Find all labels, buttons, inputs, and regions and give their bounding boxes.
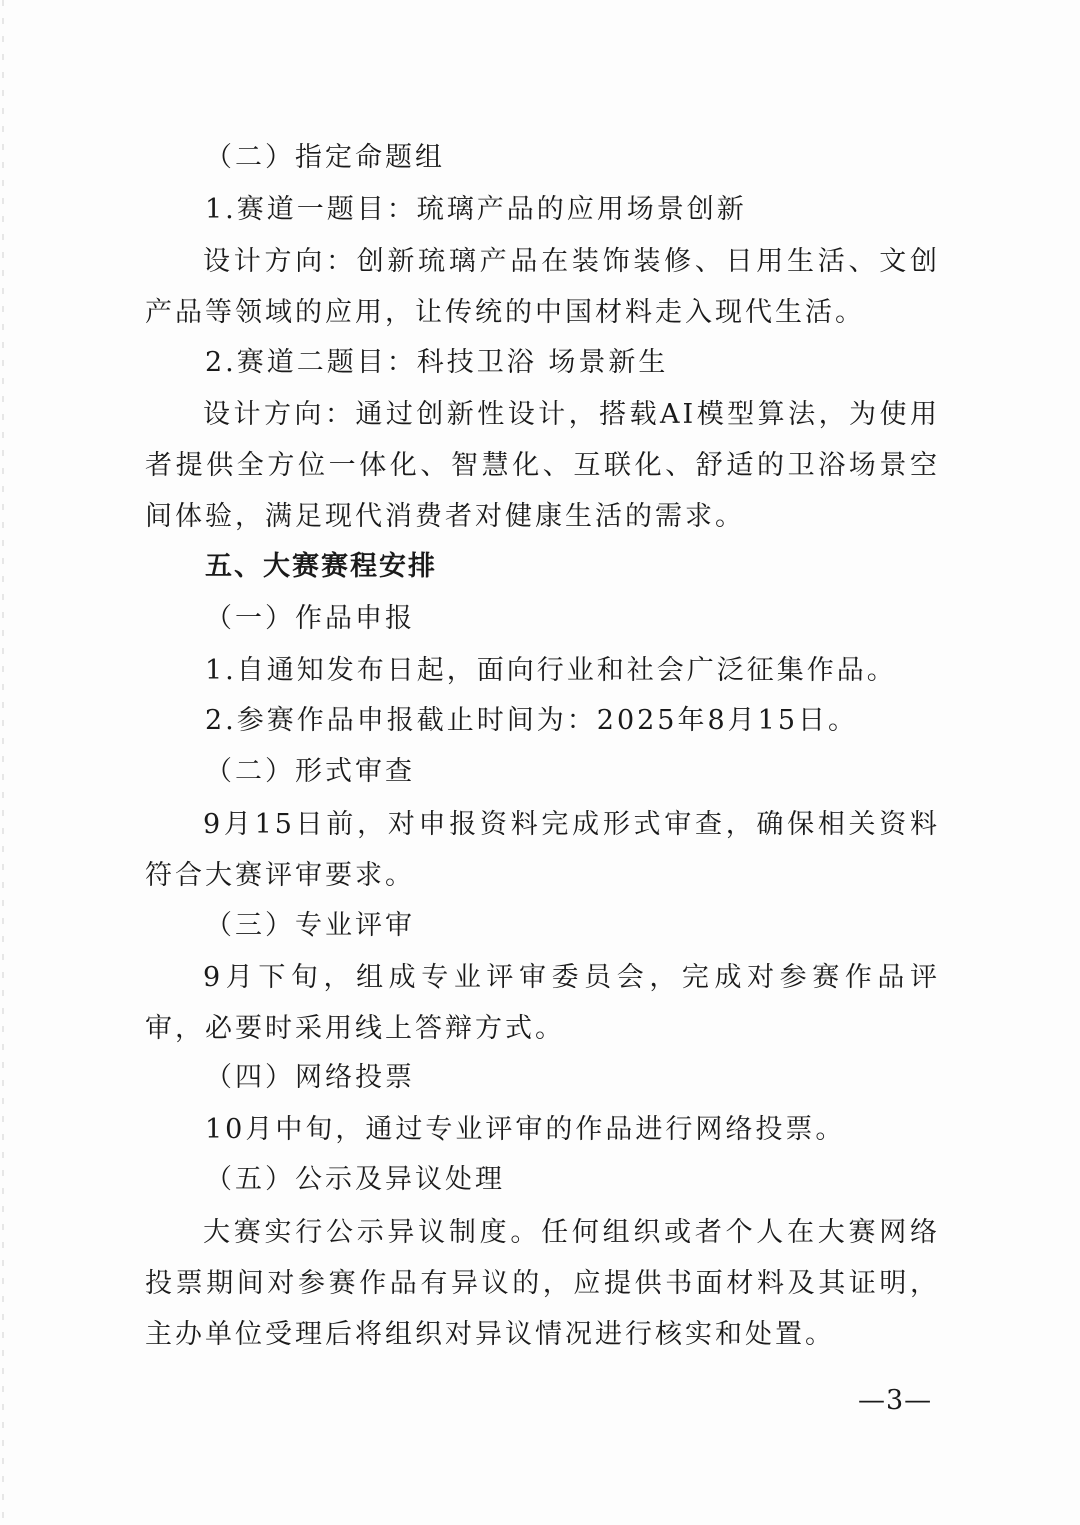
track-one-title: 1.赛道一题目：琉璃产品的应用场景创新 bbox=[205, 194, 747, 225]
subsection-heading-publicity-objection: （五）公示及异议处理 bbox=[205, 1164, 505, 1195]
subsection-heading-formal-review: （二）形式审查 bbox=[205, 756, 415, 787]
subsection-heading-online-voting: （四）网络投票 bbox=[205, 1062, 415, 1093]
scan-edge-marks bbox=[2, 0, 4, 1525]
subsection-heading-designated-topics: （二）指定命题组 bbox=[205, 142, 445, 173]
track-two-design-direction: 设计方向：通过创新性设计，搭载AI模型算法，为使用者提供全方位一体化、智慧化、互联化、舒适的卫浴场景空间体验，满足现代消费者对健康生活的需求。 bbox=[145, 399, 940, 532]
page-number: —3— bbox=[858, 1385, 933, 1416]
online-voting-description: 10月中旬，通过专业评审的作品进行网络投票。 bbox=[205, 1114, 846, 1145]
subsection-heading-submission: （一）作品申报 bbox=[205, 603, 415, 634]
formal-review-description: 9月15日前，对申报资料完成形式审查，确保相关资料符合大赛评审要求。 bbox=[145, 809, 940, 891]
publicity-objection-description: 大赛实行公示异议制度。任何组织或者个人在大赛网络投票期间对参赛作品有异议的，应提供书面材料及其证明，主办单位受理后将组织对异议情况进行核实和处置。 bbox=[145, 1217, 940, 1350]
track-one-design-direction: 设计方向：创新琉璃产品在装饰装修、日用生活、文创产品等领域的应用，让传统的中国材料走入现代生活。 bbox=[145, 246, 940, 328]
subsection-heading-professional-review: （三）专业评审 bbox=[205, 910, 415, 941]
professional-review-description: 9月下旬，组成专业评审委员会，完成对参赛作品评审，必要时采用线上答辩方式。 bbox=[145, 962, 940, 1044]
submission-item-two: 2.参赛作品申报截止时间为：2025年8月15日。 bbox=[205, 705, 859, 736]
track-two-title: 2.赛道二题目：科技卫浴 场景新生 bbox=[205, 347, 669, 378]
section-heading-schedule: 五、大赛赛程安排 bbox=[205, 551, 437, 582]
submission-item-one: 1.自通知发布日起，面向行业和社会广泛征集作品。 bbox=[205, 655, 897, 686]
